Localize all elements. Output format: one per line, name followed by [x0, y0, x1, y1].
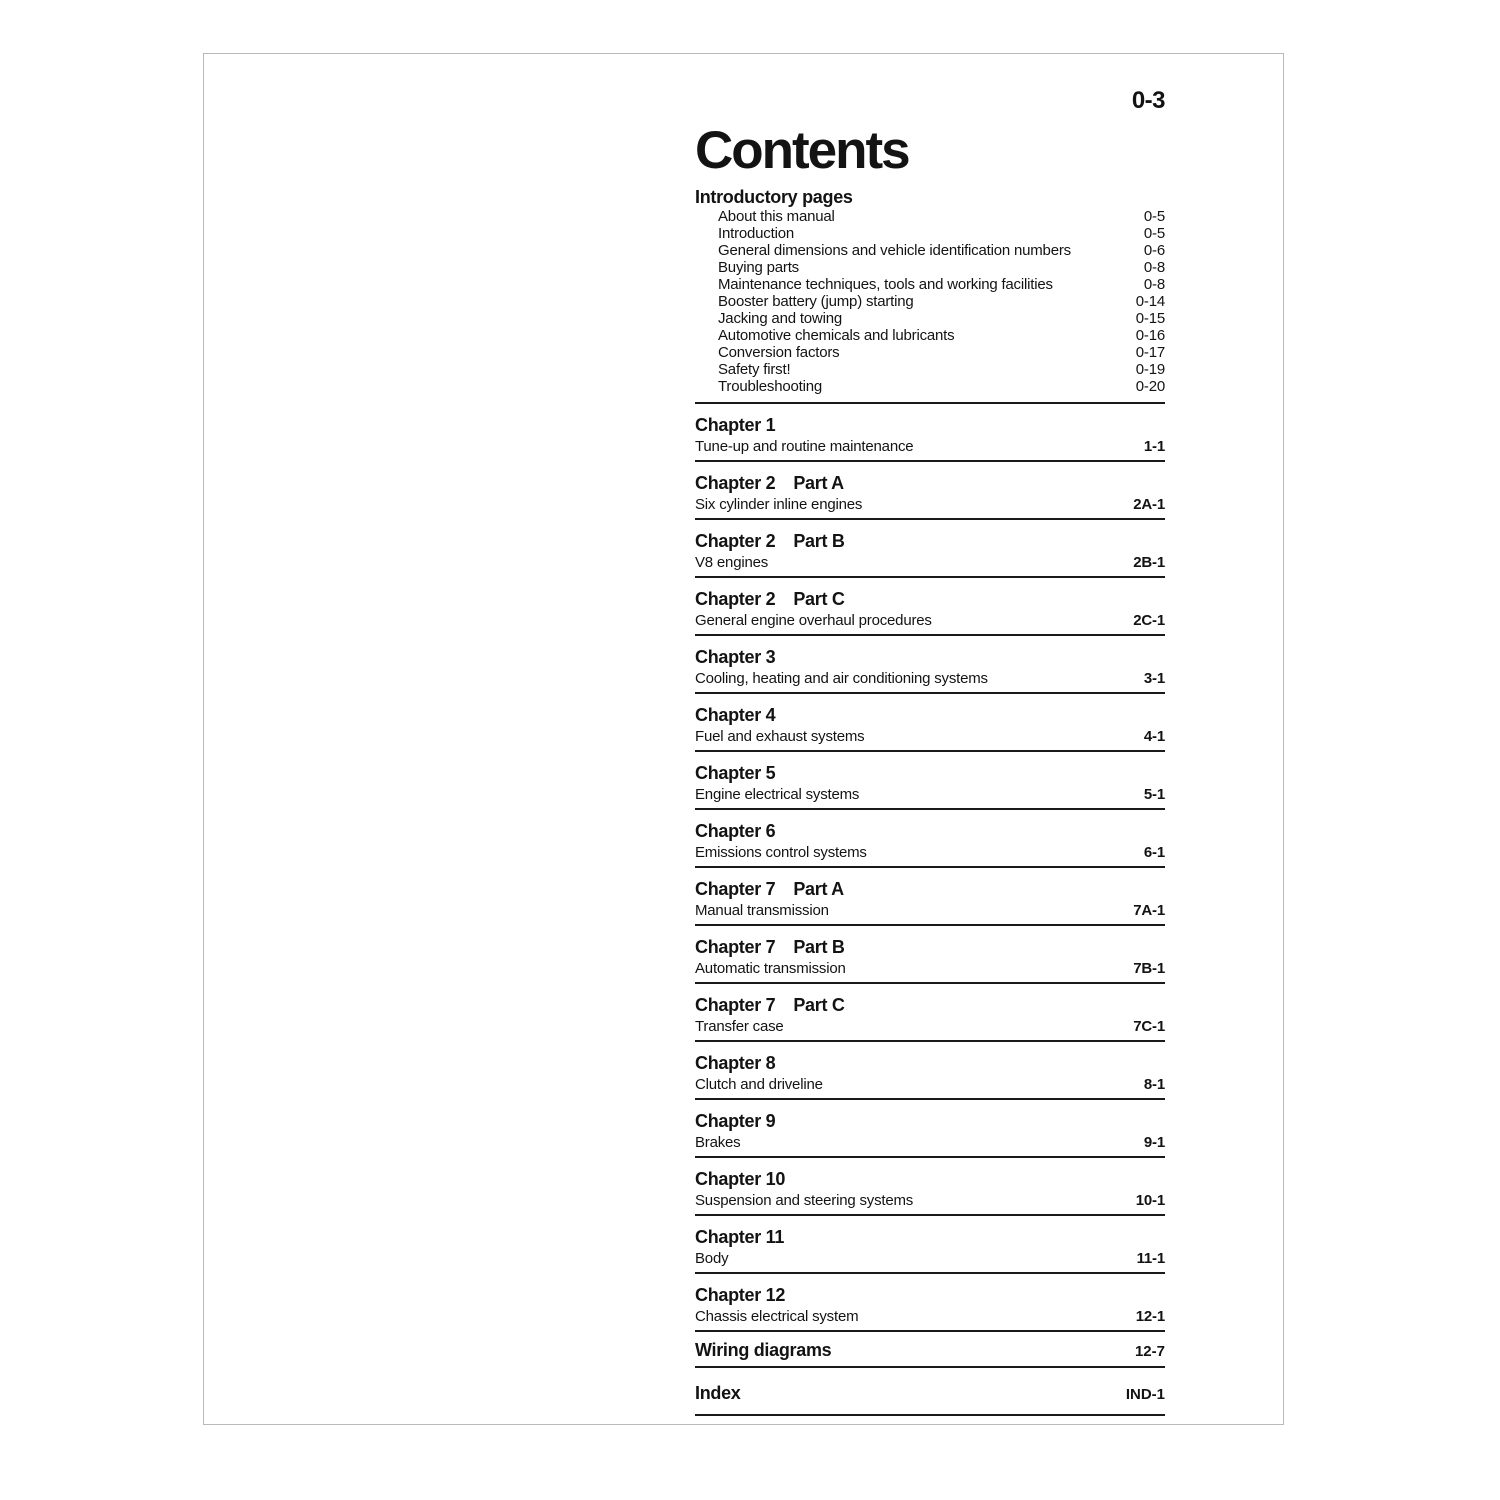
chapter-block	[695, 1214, 1165, 1272]
chapter-description: Tune-up and routine maintenance	[695, 438, 914, 455]
chapter-heading	[695, 1053, 1165, 1074]
chapter-description-row	[695, 1248, 1165, 1269]
intro-item-label: General dimensions and vehicle identification numbers	[718, 242, 1071, 259]
chapter-block	[695, 692, 1165, 750]
chapter-description-row	[695, 726, 1165, 747]
chapter-page: 2A-1	[1133, 496, 1165, 513]
chapter-description-row	[695, 1132, 1165, 1153]
footer-section-page: 12-7	[1134, 1343, 1165, 1360]
chapter-part: Part B	[793, 531, 845, 551]
chapter-heading	[695, 473, 1165, 494]
chapter-page: 6-1	[1143, 844, 1165, 861]
chapter-number: Chapter 5	[695, 763, 776, 783]
page-number: 0-3	[1131, 87, 1165, 114]
chapter-page: 7A-1	[1133, 902, 1165, 919]
chapter-description-row	[695, 552, 1165, 573]
intro-item-label: Conversion factors	[718, 344, 840, 361]
intro-item-label: Maintenance techniques, tools and working facilities	[718, 276, 1053, 293]
footer-section-list	[695, 1330, 1165, 1416]
chapter-heading	[695, 937, 1165, 958]
chapter-block	[695, 634, 1165, 692]
chapter-heading	[695, 1111, 1165, 1132]
chapter-number: Chapter 7	[695, 879, 776, 899]
chapter-block	[695, 808, 1165, 866]
chapter-description: Chassis electrical system	[695, 1308, 859, 1325]
chapter-description: Engine electrical systems	[695, 786, 860, 803]
intro-item-page: 0-17	[1135, 344, 1165, 361]
chapter-block	[695, 1098, 1165, 1156]
intro-item-page: 0-20	[1135, 378, 1165, 395]
chapter-heading	[695, 763, 1165, 784]
chapter-description: Emissions control systems	[695, 844, 867, 861]
chapter-page: 5-1	[1143, 786, 1165, 803]
chapter-block	[695, 518, 1165, 576]
intro-item-list	[695, 208, 1165, 395]
intro-item-page: 0-8	[1143, 276, 1165, 293]
chapter-block	[695, 460, 1165, 518]
footer-section-page: IND-1	[1125, 1386, 1165, 1403]
intro-item-page: 0-14	[1135, 293, 1165, 310]
chapter-part: Part B	[793, 937, 845, 957]
chapter-number: Chapter 9	[695, 1111, 776, 1131]
chapter-description: Automatic transmission	[695, 960, 846, 977]
intro-item-label: Booster battery (jump) starting	[718, 293, 914, 310]
chapter-heading	[695, 415, 1165, 436]
chapter-number: Chapter 2	[695, 531, 776, 551]
chapter-page: 12-1	[1135, 1308, 1165, 1325]
chapter-description-row	[695, 436, 1165, 457]
intro-item-row	[695, 310, 1165, 327]
chapter-page: 4-1	[1143, 728, 1165, 745]
chapter-description-row	[695, 1306, 1165, 1327]
chapter-description-row	[695, 610, 1165, 631]
chapter-page: 10-1	[1135, 1192, 1165, 1209]
intro-item-row	[695, 327, 1165, 344]
chapter-block	[695, 402, 1165, 460]
chapter-number: Chapter 7	[695, 995, 776, 1015]
intro-item-row	[695, 344, 1165, 361]
intro-item-page: 0-8	[1143, 259, 1165, 276]
intro-section-heading: Introductory pages	[695, 187, 853, 207]
manual-page	[203, 53, 1284, 1425]
chapter-description-row	[695, 900, 1165, 921]
intro-item-row	[695, 378, 1165, 395]
chapter-heading	[695, 1227, 1165, 1248]
chapter-part: Part C	[793, 589, 845, 609]
contents-column	[695, 54, 1165, 1416]
chapter-page: 1-1	[1143, 438, 1165, 455]
chapter-description: Suspension and steering systems	[695, 1192, 914, 1209]
chapter-description-row	[695, 1074, 1165, 1095]
chapter-description-row	[695, 668, 1165, 689]
chapter-description-row	[695, 1190, 1165, 1211]
intro-item-page: 0-19	[1135, 361, 1165, 378]
chapter-page: 8-1	[1143, 1076, 1165, 1093]
chapter-number: Chapter 12	[695, 1285, 786, 1305]
chapter-page: 2B-1	[1133, 554, 1165, 571]
intro-item-page: 0-5	[1143, 225, 1165, 242]
footer-section-row	[695, 1366, 1165, 1414]
chapter-number: Chapter 11	[695, 1227, 785, 1247]
chapter-number: Chapter 2	[695, 589, 776, 609]
chapter-block	[695, 576, 1165, 634]
chapter-description: Fuel and exhaust systems	[695, 728, 865, 745]
chapter-description: Six cylinder inline engines	[695, 496, 863, 513]
chapter-description: V8 engines	[695, 554, 769, 571]
chapter-block	[695, 982, 1165, 1040]
chapter-block	[695, 924, 1165, 982]
intro-item-row	[695, 208, 1165, 225]
intro-item-label: Troubleshooting	[718, 378, 823, 395]
chapter-number: Chapter 3	[695, 647, 776, 667]
chapter-number: Chapter 2	[695, 473, 776, 493]
chapter-description: Transfer case	[695, 1018, 784, 1035]
intro-item-row	[695, 259, 1165, 276]
chapter-page: 11-1	[1136, 1250, 1165, 1267]
chapter-heading	[695, 995, 1165, 1016]
chapter-page: 2C-1	[1133, 612, 1165, 629]
page-title: Contents	[695, 121, 909, 180]
chapter-block	[695, 1272, 1165, 1330]
chapter-description: Body	[695, 1250, 729, 1267]
intro-item-label: Safety first!	[718, 361, 791, 378]
chapter-description-row	[695, 784, 1165, 805]
chapter-number: Chapter 1	[695, 415, 776, 435]
intro-item-page: 0-6	[1143, 242, 1165, 259]
chapter-page: 9-1	[1143, 1134, 1165, 1151]
chapter-block	[695, 750, 1165, 808]
intro-item-label: Automotive chemicals and lubricants	[718, 327, 955, 344]
intro-item-label: About this manual	[718, 208, 835, 225]
chapter-heading	[695, 1169, 1165, 1190]
chapter-heading	[695, 705, 1165, 726]
chapter-heading	[695, 1285, 1165, 1306]
chapter-part: Part C	[793, 995, 845, 1015]
intro-item-row	[695, 225, 1165, 242]
chapter-description: Manual transmission	[695, 902, 829, 919]
chapter-part: Part A	[793, 473, 844, 493]
chapter-description-row	[695, 958, 1165, 979]
chapter-description-row	[695, 1016, 1165, 1037]
chapter-number: Chapter 8	[695, 1053, 776, 1073]
intro-item-label: Buying parts	[718, 259, 799, 276]
chapter-number: Chapter 6	[695, 821, 776, 841]
intro-item-page: 0-5	[1143, 208, 1165, 225]
chapter-description: General engine overhaul procedures	[695, 612, 932, 629]
intro-item-page: 0-16	[1135, 327, 1165, 344]
chapter-block	[695, 1040, 1165, 1098]
chapter-page: 7C-1	[1133, 1018, 1165, 1035]
chapter-heading	[695, 879, 1165, 900]
chapter-description: Brakes	[695, 1134, 741, 1151]
footer-section-row	[695, 1330, 1165, 1366]
intro-item-row	[695, 293, 1165, 310]
chapter-heading	[695, 821, 1165, 842]
chapter-number: Chapter 7	[695, 937, 776, 957]
chapter-heading	[695, 647, 1165, 668]
chapter-description: Cooling, heating and air conditioning systems	[695, 670, 988, 687]
intro-item-page: 0-15	[1135, 310, 1165, 327]
intro-item-row	[695, 361, 1165, 378]
chapter-number: Chapter 4	[695, 705, 776, 725]
chapter-list	[695, 402, 1165, 1330]
intro-item-row	[695, 242, 1165, 259]
footer-section-label: Index	[695, 1383, 741, 1403]
chapter-page: 7B-1	[1133, 960, 1165, 977]
footer-section-label: Wiring diagrams	[695, 1340, 832, 1360]
chapter-heading	[695, 531, 1165, 552]
chapter-page: 3-1	[1143, 670, 1165, 687]
intro-item-row	[695, 276, 1165, 293]
chapter-heading	[695, 589, 1165, 610]
chapter-description-row	[695, 494, 1165, 515]
chapter-part: Part A	[793, 879, 844, 899]
intro-item-label: Jacking and towing	[718, 310, 842, 327]
chapter-block	[695, 1156, 1165, 1214]
chapter-number: Chapter 10	[695, 1169, 786, 1189]
chapter-description: Clutch and driveline	[695, 1076, 823, 1093]
chapter-block	[695, 866, 1165, 924]
chapter-description-row	[695, 842, 1165, 863]
intro-item-label: Introduction	[718, 225, 794, 242]
